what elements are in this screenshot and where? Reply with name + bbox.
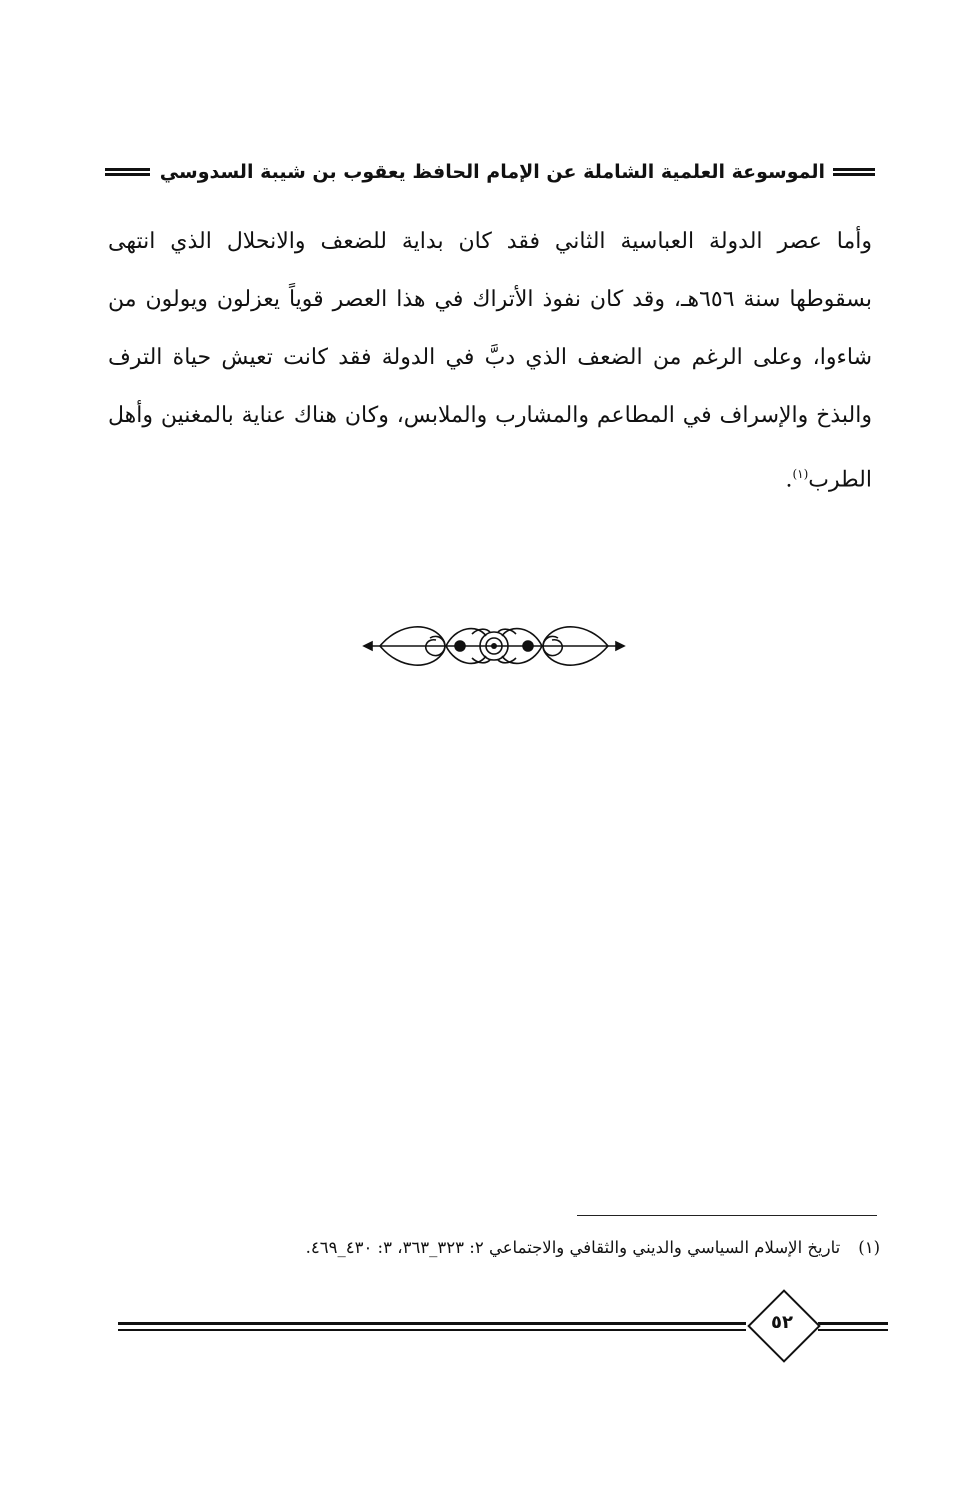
paragraph-text: وأما عصر الدولة العباسية الثاني فقد كان بداية للضعف والانحلال الذي انتهى بسقوطها سنة ٦٥٦هـ، وقد كان نفوذ الأتراك في هذا العصر قوياً يعزلون ويولون من شاءوا، وعلى الرغم من الضعف الذي دبَّ في الدولة فقد كانت تعيش حياة الترف والبذخ والإسراف في المطاعم والمشارب والملابس، وكان هناك عناية بالمغنين وأهل الطرب	[108, 229, 872, 493]
header-rule-right	[833, 168, 875, 176]
body-paragraph	[108, 213, 872, 509]
main-text	[108, 213, 872, 509]
footnote-number: (١)	[858, 1238, 880, 1257]
footer-rule	[818, 1322, 888, 1325]
running-header	[105, 152, 875, 192]
header-rule-left	[105, 168, 150, 176]
footnote-text: تاريخ الإسلام السياسي والديني والثقافي والاجتماعي ٢: ٣٢٣_٣٦٣، ٣: ٤٣٠_٤٦٩.	[305, 1238, 841, 1257]
footer-rule	[818, 1329, 888, 1331]
footnote	[150, 1238, 880, 1257]
footnote-separator	[577, 1215, 877, 1216]
footer-rule	[118, 1329, 746, 1331]
end-punctuation: .	[785, 467, 793, 493]
page-footer	[118, 1298, 888, 1368]
decorative-ornament	[360, 618, 628, 674]
footer-rule	[118, 1322, 746, 1325]
header-title: الموسوعة العلمية الشاملة عن الإمام الحافظ يعقوب بن شيبة السدوسي	[159, 161, 825, 183]
page-number: ٥٢	[771, 1312, 793, 1333]
footnote-reference: (١)	[792, 467, 809, 481]
